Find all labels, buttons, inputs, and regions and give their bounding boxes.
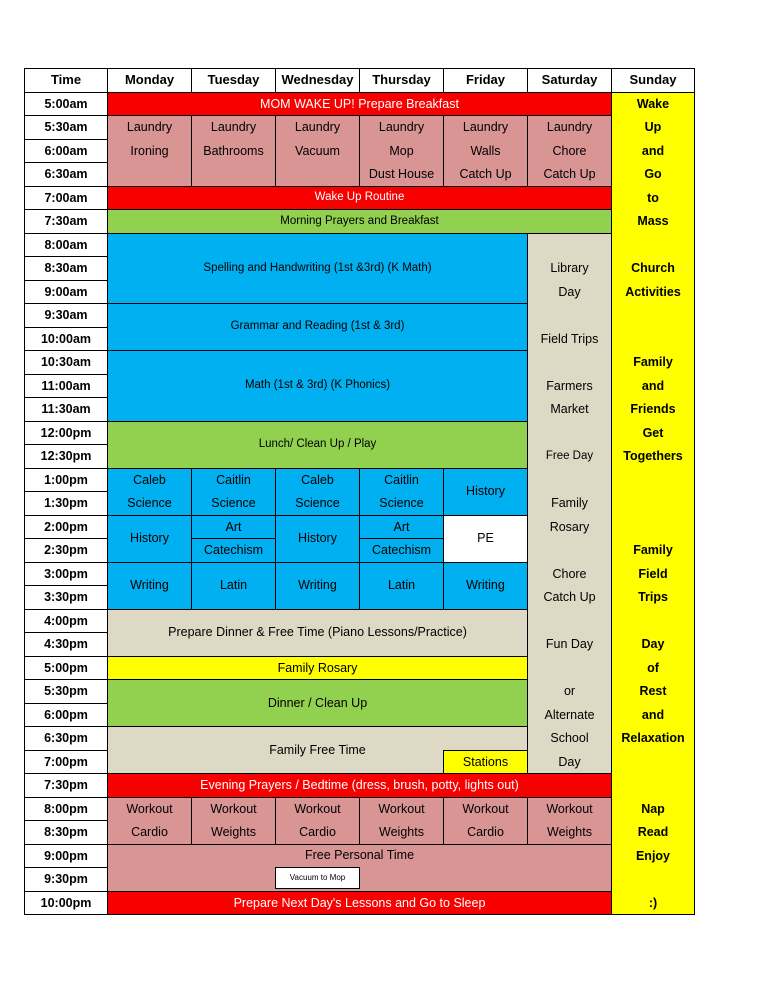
sunday-word: :) [648,895,658,910]
time-cell-label: 7:30pm [44,778,88,793]
chore-line: Laundry [546,120,593,134]
sunday-word: and [641,143,665,158]
science-line: Science [295,495,340,510]
header-tuesday-label: Tuesday [207,71,260,87]
time-cell-label: 10:30am [40,355,92,370]
header-thursday [359,68,444,93]
block-family-rosary [107,656,528,681]
header-monday-label: Monday [124,71,175,87]
block-stations [443,750,528,775]
time-cell-label: 8:30pm [44,825,88,840]
workout-line: Workout [210,801,257,816]
chore-line: Laundry [378,120,425,134]
chore-line: Ironing [130,143,169,158]
workout-line: Weights [211,824,256,839]
saturday-library: Library [550,261,589,275]
header-monday [107,68,192,93]
chore-line: Mop [389,143,414,158]
time-cell-label: 5:00pm [44,660,88,675]
time-cell-label: 2:30pm [44,543,88,558]
block-stations-label: Stations [462,754,509,769]
saturday-alternate: Day [558,754,581,769]
saturday-fun-day: Fun Day [545,637,594,651]
chore-line: Chore [552,143,587,158]
workout-line: Workout [294,801,341,816]
block-lunch-label: Lunch/ Clean Up / Play [258,437,377,450]
time-cell-label: 8:00pm [44,801,88,816]
sunday-word: Activities [625,284,681,299]
block-friday-history-label: History [466,484,505,499]
time-cell-label: 6:00am [44,143,88,158]
block-tuesday-latin [191,562,276,610]
block-tuesday-science [191,468,276,516]
header-time [24,68,108,93]
time-cell-label: 6:30pm [44,731,88,746]
time-cell [24,491,108,516]
header-tuesday [191,68,276,93]
time-cell [24,233,108,258]
time-cell-label: 7:30am [44,214,88,229]
block-wake-up [107,92,612,117]
block-monday-history-label: History [130,531,169,546]
science-line: Science [211,495,256,510]
block-thursday-catechism-label: Catechism [371,543,432,558]
chore-line: Bathrooms [203,143,264,158]
sunday-word: Church [631,261,675,275]
block-spelling [107,233,528,305]
time-cell [24,891,108,916]
saturday-farmers-market: Market [550,402,589,416]
workout-line: Workout [378,801,425,816]
block-grammar-label: Grammar and Reading (1st & 3rd) [230,320,405,333]
chore-line: Dust House [368,167,435,181]
time-cell-label: 2:00pm [44,519,88,534]
time-cell-label: 12:00pm [40,425,92,440]
block-wednesday-writing [275,562,360,610]
sunday-word: Friends [630,402,676,416]
time-cell [24,186,108,211]
block-prepare-next-day-label: Prepare Next Day's Lessons and Go to Sleep [233,895,486,910]
workout-line: Cardio [467,824,504,839]
saturday-alternate: School [550,731,589,745]
block-wake-routine [107,186,612,211]
time-cell-label: 4:30pm [44,637,88,652]
block-monday-science [107,468,192,516]
time-cell-label: 3:30pm [44,590,88,605]
block-monday-writing-label: Writing [130,578,169,593]
time-cell-label: 9:00am [44,284,88,299]
time-cell [24,350,108,375]
time-cell-label: 3:00pm [44,566,88,581]
saturday-chore-catch-up: Chore [552,566,587,581]
saturday-library: Day [558,284,581,299]
block-spelling-label: Spelling and Handwriting (1st &3rd) (K Math) [203,261,432,274]
time-cell-label: 9:00pm [44,848,88,863]
chore-saturday [527,115,612,187]
time-cell-label: 9:30pm [44,872,88,887]
block-monday-writing [107,562,192,610]
science-line: Caitlin [384,472,419,487]
saturday-free-day: Free Day [545,450,594,462]
sunday-word: Up [644,120,662,134]
chore-line: Catch Up [543,167,596,181]
block-monday-history [107,515,192,563]
chore-wednesday [275,115,360,187]
chore-line: Walls [470,143,501,158]
sunday-word: Mass [637,214,669,228]
workout-line: Workout [126,801,173,816]
sunday-column [611,92,695,916]
workout-line: Workout [546,801,593,816]
time-cell [24,468,108,493]
workout-line: Cardio [299,824,336,839]
saturday-column [527,233,612,775]
workout-line: Weights [379,824,424,839]
block-thursday-science [359,468,444,516]
time-cell [24,280,108,305]
block-wednesday-history [275,515,360,563]
time-cell [24,209,108,234]
time-cell-label: 11:30am [41,402,91,417]
chore-line: Vacuum [295,143,340,158]
time-cell-label: 4:00pm [44,613,88,628]
block-thursday-art [359,515,444,540]
header-wednesday [275,68,360,93]
saturday-farmers-market: Farmers [546,378,593,393]
workout-line: Workout [462,801,509,816]
chore-friday [443,115,528,187]
time-cell-label: 5:30am [44,120,88,135]
sunday-word: Family [633,355,673,369]
block-free-personal-time-label: Free Personal Time [304,847,415,862]
block-vacuum-to-mop [275,867,360,889]
block-morning-prayers-label: Morning Prayers and Breakfast [280,214,439,227]
saturday-field-trips: Field Trips [540,331,599,346]
chore-line: Laundry [462,120,509,134]
weekly-schedule-table [24,68,694,915]
saturday-family-rosary: Rosary [549,519,590,534]
time-cell [24,703,108,728]
block-math [107,350,528,422]
sunday-word: Togethers [623,449,683,463]
sunday-word: Family [633,543,673,557]
time-cell-label: 12:30pm [40,449,92,464]
block-tuesday-art-label: Art [225,519,242,534]
block-workout [443,797,528,845]
block-family-free-time-label: Family Free Time [269,742,366,757]
chore-line: Laundry [126,120,173,134]
time-cell [24,374,108,399]
block-tuesday-catechism-label: Catechism [203,543,264,558]
time-cell-label: 11:00am [41,378,91,393]
time-cell-label: 7:00pm [44,754,88,769]
time-cell [24,397,108,422]
chore-tuesday [191,115,276,187]
time-cell [24,115,108,140]
block-wake-up-label: MOM WAKE UP! Prepare Breakfast [260,96,459,111]
time-cell [24,303,108,328]
header-time-label: Time [50,71,82,87]
time-cell-label: 8:00am [44,237,88,252]
header-friday-label: Friday [465,71,505,87]
chore-line: Laundry [210,120,257,134]
sunday-word: and [641,378,665,393]
block-wednesday-science [275,468,360,516]
time-cell [24,256,108,281]
time-cell [24,444,108,469]
time-cell [24,820,108,845]
block-friday-writing-label: Writing [466,578,505,593]
block-tuesday-art [191,515,276,540]
time-cell [24,162,108,187]
sunday-word: Read [637,825,669,839]
saturday-chore-catch-up: Catch Up [543,590,596,604]
block-prepare-dinner-label: Prepare Dinner & Free Time (Piano Lessons/Practice) [168,625,467,640]
block-prepare-dinner [107,609,528,657]
block-thursday-latin [359,562,444,610]
block-tuesday-latin-label: Latin [219,578,248,593]
block-workout [275,797,360,845]
block-friday-pe-label: PE [477,531,494,546]
science-line: Caleb [301,472,334,487]
block-workout [359,797,444,845]
time-cell [24,726,108,751]
sunday-word: to [647,190,659,205]
header-saturday [527,68,612,93]
block-thursday-latin-label: Latin [387,578,416,593]
saturday-alternate: Alternate [544,707,595,722]
sunday-word: of [647,660,659,675]
block-math-label: Math (1st & 3rd) (K Phonics) [244,379,391,392]
time-cell-label: 1:30pm [44,496,88,511]
chore-line: Catch Up [459,167,512,181]
time-cell-label: 7:00am [44,190,88,205]
chore-line: Laundry [294,120,341,134]
sunday-word: Get [642,425,664,440]
block-vacuum-to-mop-label: Vacuum to Mop [289,873,346,883]
time-cell [24,632,108,657]
block-family-rosary-label: Family Rosary [277,660,358,675]
time-cell [24,679,108,704]
time-cell [24,867,108,892]
block-dinner [107,679,528,727]
time-cell-label: 1:00pm [44,472,88,487]
time-cell-label: 10:00am [40,331,92,346]
block-dinner-label: Dinner / Clean Up [267,695,368,710]
sunday-word: Field [638,566,668,581]
block-evening-prayers-label: Evening Prayers / Bedtime (dress, brush, potty, lights out) [200,778,519,793]
sunday-word: Trips [638,590,668,604]
chore-thursday [359,115,444,187]
time-cell-label: 9:30am [44,308,88,323]
header-sunday-label: Sunday [629,71,677,87]
time-cell [24,797,108,822]
time-cell-label: 10:00pm [40,895,92,910]
science-line: Science [127,495,172,510]
block-friday-history [443,468,528,516]
block-thursday-art-label: Art [393,519,410,534]
time-cell-label: 5:30pm [44,684,88,699]
workout-line: Cardio [131,824,168,839]
time-cell [24,327,108,352]
time-cell [24,656,108,681]
header-wednesday-label: Wednesday [281,71,354,87]
time-cell [24,562,108,587]
block-workout [191,797,276,845]
sunday-word: Enjoy [635,848,671,863]
time-cell-label: 8:30am [44,261,88,276]
block-workout [527,797,612,845]
block-evening-prayers [107,773,612,798]
time-cell-label: 6:00pm [44,707,88,722]
time-cell [24,609,108,634]
sunday-word: and [641,707,665,722]
saturday-family-rosary: Family [551,496,588,510]
time-cell [24,538,108,563]
block-wednesday-writing-label: Writing [298,578,337,593]
block-friday-writing [443,562,528,610]
science-line: Science [379,495,424,510]
time-cell-label: 5:00am [44,96,88,111]
sunday-word: Relaxation [621,731,685,745]
block-prepare-next-day [107,891,612,916]
header-thursday-label: Thursday [372,71,431,87]
block-friday-pe [443,515,528,563]
block-wednesday-history-label: History [298,531,337,546]
block-wake-routine-label: Wake Up Routine [314,191,405,204]
time-cell [24,139,108,164]
time-cell [24,750,108,775]
block-tuesday-catechism [191,538,276,563]
time-cell [24,585,108,610]
time-cell [24,92,108,117]
header-friday [443,68,528,93]
sunday-word: Nap [641,801,665,816]
header-saturday-label: Saturday [541,71,598,87]
header-sunday [611,68,695,93]
time-cell [24,773,108,798]
workout-line: Weights [547,824,592,839]
sunday-word: Day [641,637,665,651]
sunday-word: Go [644,167,662,181]
block-morning-prayers [107,209,612,234]
sunday-word: Wake [636,96,670,111]
time-cell [24,421,108,446]
block-workout [107,797,192,845]
time-cell-label: 6:30am [44,167,88,182]
time-cell [24,515,108,540]
block-thursday-catechism [359,538,444,563]
science-line: Caitlin [216,472,251,487]
chore-monday [107,115,192,187]
saturday-alternate: or [563,684,576,698]
science-line: Caleb [133,472,166,487]
block-lunch [107,421,528,469]
block-grammar [107,303,528,351]
sunday-word: Rest [639,684,667,698]
time-cell [24,844,108,869]
